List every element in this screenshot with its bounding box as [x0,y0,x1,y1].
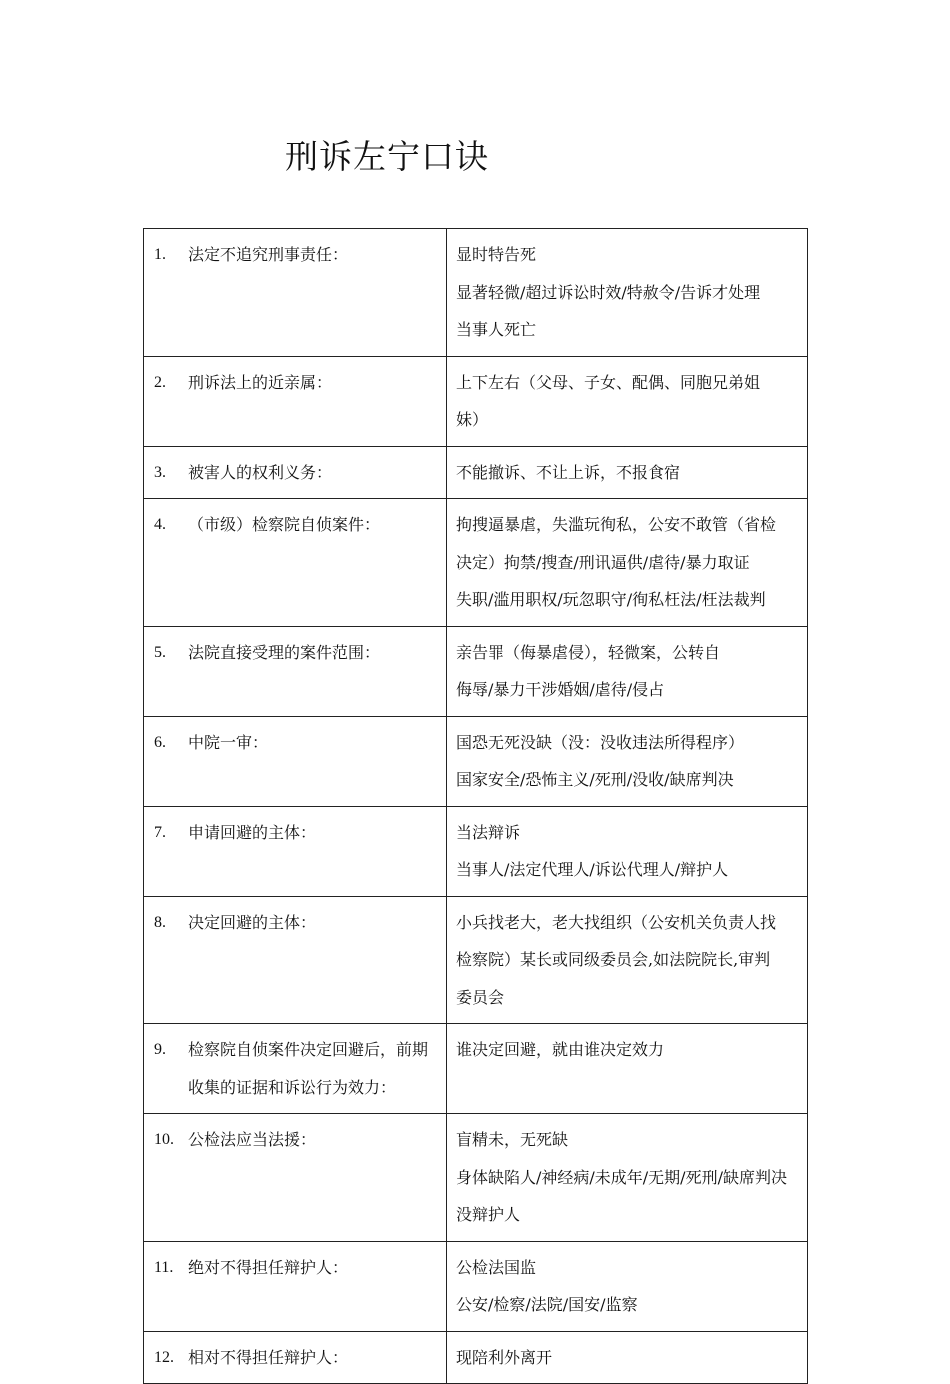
answer-line: 决定）拘禁/搜查/刑讯逼供/虐待/暴力取证 [456,552,750,572]
question-cell [144,446,447,499]
answer-cell [447,499,808,627]
answer-line: 委员会 [456,987,505,1007]
table-row [144,1331,808,1384]
question-cell [144,1241,447,1331]
answer-cell [447,356,808,446]
row-number: 6. [154,733,166,751]
question-cell [144,716,447,806]
question-text: 被害人的权利义务： [188,462,333,482]
answer-line: 显时特告死 [456,245,537,264]
question-cell [144,1331,447,1384]
answer-line: 拘搜逼暴虐，失滥玩徇私，公安不敢管（省检 [456,515,777,534]
question-text: 刑诉法上的近亲属： [188,372,333,392]
answer-cell [447,626,808,716]
answer-cell [447,716,808,806]
question-text: 绝对不得担任辩护人： [188,1257,349,1277]
answer-line: 没辩护人 [456,1205,521,1224]
answer-line: 谁决定回避，就由谁决定效力 [456,1040,665,1059]
question-text: 决定回避的主体： [188,912,317,932]
row-number: 7. [154,823,166,841]
table-row [144,499,808,627]
question-text: 法院直接受理的案件范围： [188,642,381,662]
mnemonic-table [143,228,808,1384]
answer-cell [447,1114,808,1242]
answer-line: 上下左右（父母、子女、配偶、同胞兄弟姐 [456,372,761,392]
table-row [144,716,808,806]
table-row [144,356,808,446]
table-body [144,229,808,1384]
question-cell [144,896,447,1024]
answer-cell [447,1024,808,1114]
answer-line: 现陪利外离开 [456,1347,553,1367]
question-text: 申请回避的主体： [188,822,317,842]
row-number: 4. [154,516,166,533]
row-number: 12. [154,1348,174,1366]
answer-cell [447,229,808,357]
answer-cell [447,896,808,1024]
question-cell [144,356,447,446]
answer-cell [447,806,808,896]
table-row [144,806,808,896]
question-cell [144,626,447,716]
question-cell [144,806,447,896]
question-text: 法定不追究刑事责任： [188,245,349,264]
page-title: 刑诉左宁口诀 [285,137,489,176]
table-row [144,229,808,357]
table-row [144,1114,808,1242]
answer-line: 不能撤诉、不让上诉，不报食宿 [456,462,681,482]
table-row [144,446,808,499]
row-number: 3. [154,463,166,481]
answer-line: 失职/滥用职权/玩忽职守/徇私枉法/枉法裁判 [456,590,766,609]
question-text: 中院一审： [188,732,269,752]
table-row [144,896,808,1024]
row-number: 9. [154,1041,166,1058]
answer-line: 身体缺陷人/神经病/未成年/无期/死刑/缺席判决 [456,1167,787,1187]
question-cell [144,499,447,627]
answer-line: 当事人/法定代理人/诉讼代理人/辩护人 [456,860,729,879]
answer-line: 盲精未，无死缺 [456,1130,569,1149]
answer-line: 当事人死亡 [456,320,537,339]
table-row [144,626,808,716]
row-number: 10. [154,1131,174,1148]
answer-line: 小兵找老大，老大找组织（公安机关负责人找 [456,912,777,932]
question-cell [144,1024,447,1114]
question-cell [144,229,447,357]
answer-line: 公安/检察/法院/国安/监察 [456,1295,638,1314]
table-row [144,1241,808,1331]
answer-cell [447,1331,808,1384]
question-text: 公检法应当法援： [188,1130,317,1149]
row-number: 8. [154,913,166,931]
row-number: 2. [154,373,166,391]
answer-line: 检察院）某长或同级委员会,如法院院长,审判 [456,950,771,969]
answer-cell [447,1241,808,1331]
answer-line: 妹） [456,410,489,429]
answer-line: 国恐无死没缺（没：没收违法所得程序） [456,732,745,752]
answer-line: 公检法国监 [456,1257,537,1277]
question-text: 相对不得担任辩护人： [188,1347,349,1367]
answer-line: 显著轻微/超过诉讼时效/特赦令/告诉才处理 [456,282,761,302]
answer-cell [447,446,808,499]
row-number: 5. [154,643,166,661]
answer-line: 亲告罪（侮暴虐侵），轻微案，公转自 [456,642,721,662]
answer-line: 国家安全/恐怖主义/死刑/没收/缺席判决 [456,770,734,789]
question-text: 检察院自侦案件决定回避后，前期收集的证据和诉讼行为效力： [188,1040,429,1097]
table-row [144,1024,808,1114]
question-text: （市级）检察院自侦案件： [188,515,381,534]
answer-line: 当法辩诉 [456,822,521,842]
question-cell [144,1114,447,1242]
row-number: 1. [154,246,166,263]
answer-line: 侮辱/暴力干涉婚姻/虐待/侵占 [456,680,665,699]
row-number: 11. [154,1258,174,1276]
